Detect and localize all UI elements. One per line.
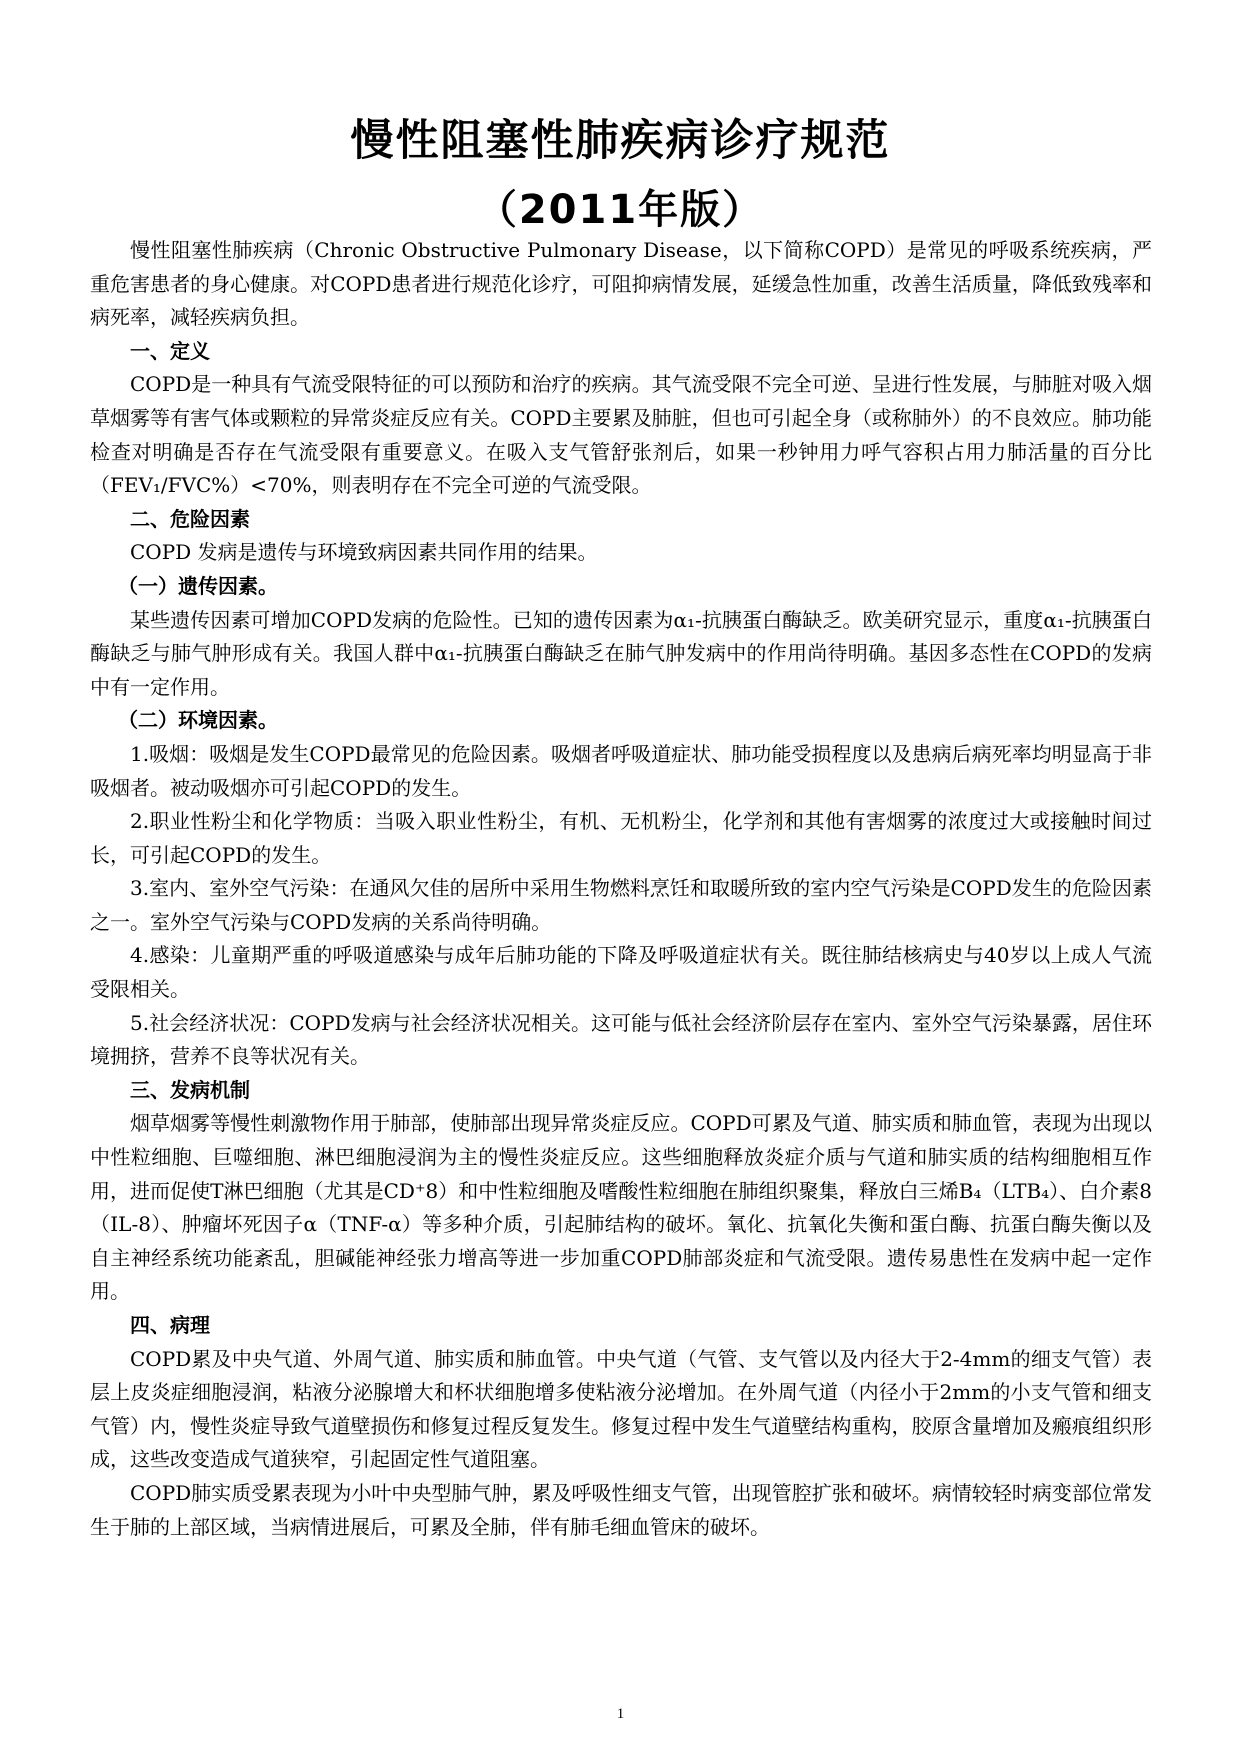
pathology-paragraph-1: COPD累及中央气道、外周气道、肺实质和肺血管。中央气道（气管、支气管以及内径大于2-4mm的细支气管）表层上皮炎症细胞浸润，粘液分泌腺增大和杯状细胞增多使粘液分泌增加。在外周气道（内径小于2mm的小支气管和细支气管）内，慢性炎症导致气道壁损伤和修复过程反复发生。修复过程中发生气道壁结构重构，胶原含量增加及瘢痕组织形成，这些改变造成气道狭窄，引起固定性气道阻塞。 <box>90 1346 1152 1472</box>
intro-paragraph: 慢性阻塞性肺疾病（Chronic Obstructive Pulmonary Disease，以下简称COPD）是常见的呼吸系统疾病，严重危害患者的身心健康。对COPD患者进行规范化诊疗，可阻抑病情发展，延缓急性加重，改善生活质量，降低致残率和病死率，减轻疾病负担。 <box>90 238 1152 330</box>
section-heading-definition: 一、定义 <box>130 338 210 363</box>
subheading-genetic-factors: （一）遗传因素。 <box>118 573 278 598</box>
pathogenesis-paragraph: 烟草烟雾等慢性刺激物作用于肺部，使肺部出现异常炎症反应。COPD可累及气道、肺实质和肺血管，表现为出现以中性粒细胞、巨噬细胞、淋巴细胞浸润为主的慢性炎症反应。这些细胞释放炎症介质与气道和肺实质的结构细胞相互作用，进而促使T淋巴细胞（尤其是CD⁺8）和中性粒细胞及嗜酸性粒细胞在肺组织聚集，释放白三烯B₄（LTB₄）、白介素8（IL-8）、肿瘤坏死因子α（TNF-α）等多种介质，引起肺结构的破坏。氧化、抗氧化失衡和蛋白酶、抗蛋白酶失衡以及自主神经系统功能紊乱，胆碱能神经张力增高等进一步加重COPD肺部炎症和气流受限。遗传易患性在发病中起一定作用。 <box>90 1111 1152 1304</box>
definition-paragraph: COPD是一种具有气流受限特征的可以预防和治疗的疾病。其气流受限不完全可逆、呈进行性发展，与肺脏对吸入烟草烟雾等有害气体或颗粒的异常炎症反应有关。COPD主要累及肺脏，但也可引起全身（或称肺外）的不良效应。肺功能检查对明确是否存在气流受限有重要意义。在吸入支气管舒张剂后，如果一秒钟用力呼气容积占用力肺活量的百分比（FEV₁/FVC%）<70%，则表明存在不完全可逆的气流受限。 <box>90 372 1152 498</box>
pathology-paragraph-2: COPD肺实质受累表现为小叶中央型肺气肿，累及呼吸性细支气管，出现管腔扩张和破坏。病情较轻时病变部位常发生于肺的上部区域，当病情进展后，可累及全肺，伴有肺毛细血管床的破坏。 <box>90 1480 1152 1539</box>
document-title: 慢性阻塞性肺疾病诊疗规范 <box>350 116 891 166</box>
list-item-infection: 4.感染：儿童期严重的呼吸道感染与成年后肺功能的下降及呼吸道症状有关。既往肺结核病史与40岁以上成人气流受限相关。 <box>90 943 1152 1002</box>
section-heading-risk-factors: 二、危险因素 <box>130 506 250 531</box>
list-item-smoking: 1.吸烟：吸烟是发生COPD最常见的危险因素。吸烟者呼吸道症状、肺功能受损程度以及患病后病死率均明显高于非吸烟者。被动吸烟亦可引起COPD的发生。 <box>90 741 1152 800</box>
document-subtitle: （2011年版） <box>476 187 765 233</box>
subheading-environmental-factors: （二）环境因素。 <box>118 708 278 733</box>
section-heading-pathology: 四、病理 <box>130 1313 210 1337</box>
page-number: 1 <box>616 1706 625 1722</box>
list-item-occupational-dust: 2.职业性粉尘和化学物质：当吸入职业性粉尘，有机、无机粉尘，化学剂和其他有害烟雾的浓度过大或接触时间过长，可引起COPD的发生。 <box>90 809 1152 867</box>
list-item-socioeconomic: 5.社会经济状况：COPD发病与社会经济状况相关。这可能与低社会经济阶层存在室内、室外空气污染暴露，居住环境拥挤，营养不良等状况有关。 <box>90 1010 1152 1069</box>
genetic-factors-paragraph: 某些遗传因素可增加COPD发病的危险性。已知的遗传因素为α₁-抗胰蛋白酶缺乏。欧美研究显示，重度α₁-抗胰蛋白酶缺乏与肺气肿形成有关。我国人群中α₁-抗胰蛋白酶缺乏在肺气肿发病中的作用尚待明确。基因多态性在COPD的发病中有一定作用。 <box>90 607 1152 699</box>
risk-factors-paragraph: COPD 发病是遗传与环境致病因素共同作用的结果。 <box>130 540 598 565</box>
document-body <box>90 234 1152 1544</box>
section-heading-pathogenesis: 三、发病机制 <box>130 1077 250 1102</box>
list-item-air-pollution: 3.室内、室外空气污染：在通风欠佳的居所中采用生物燃料烹饪和取暖所致的室内空气污染是COPD发生的危险因素之一。室外空气污染与COPD发病的关系尚待明确。 <box>90 876 1152 934</box>
